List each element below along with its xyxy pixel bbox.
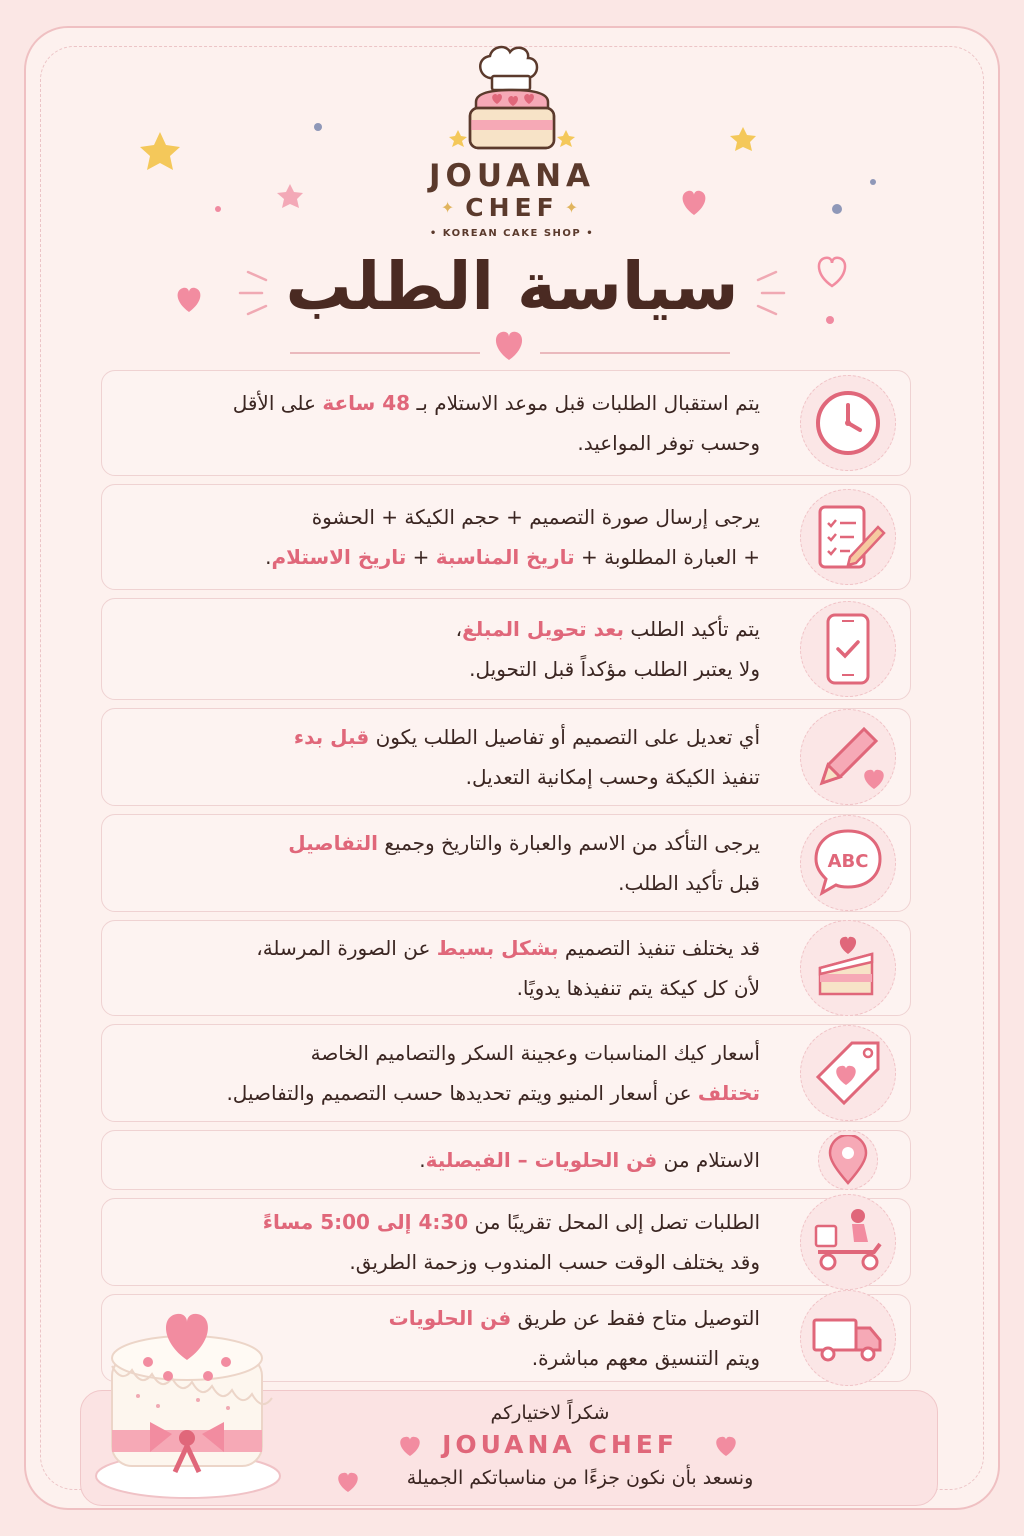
delivery-truck-icon (800, 1290, 896, 1386)
policy-card (101, 814, 911, 912)
policy-segment: قد يختلف تنفيذ التصميم (558, 936, 760, 960)
title-divider-left (290, 352, 480, 354)
policy-line (126, 649, 760, 689)
policy-line (126, 863, 760, 903)
brand-tagline: • KOREAN CAKE SHOP • (429, 228, 595, 239)
cake-illustration-icon (88, 1296, 288, 1506)
checklist-icon (800, 489, 896, 585)
footer-brand: JOUANA CHEF (442, 1430, 678, 1459)
heart-icon (716, 1437, 735, 1456)
policy-text (126, 485, 760, 589)
policy-segment: ولا يعتبر الطلب مؤكداً قبل التحويل. (469, 657, 760, 681)
policy-highlight: بعد تحويل المبلغ (462, 617, 624, 641)
policy-line (126, 1033, 760, 1073)
sparkle-icon: ✦ (564, 198, 584, 217)
policy-line (126, 823, 760, 863)
policy-segment: أسعار كيك المناسبات وعجينة السكر والتصاميم الخاصة (310, 1041, 760, 1065)
heart-icon (338, 1473, 357, 1492)
abc-bubble-icon (800, 815, 896, 911)
pencil-heart-icon (800, 709, 896, 805)
policy-text (126, 599, 760, 699)
heart-icon (400, 1437, 419, 1456)
policy-segment: الطلبات تصل إلى المحل تقريبًا من (468, 1210, 760, 1234)
heart-icon (496, 332, 522, 360)
policy-line (126, 717, 760, 757)
policy-segment: قبل تأكيد الطلب. (618, 871, 760, 895)
policy-text (126, 1025, 760, 1121)
policy-segment: يرجى التأكد من الاسم والعبارة والتاريخ وجميع (378, 831, 760, 855)
policy-segment: التوصيل متاح فقط عن طريق (511, 1306, 760, 1330)
sparkle-icon: ✦ (440, 198, 460, 217)
policy-segment: + العبارة المطلوبة + (574, 545, 760, 569)
policy-segment: ، (455, 617, 463, 641)
delivery-scooter-icon (800, 1194, 896, 1290)
policy-text (126, 371, 760, 475)
policy-text (126, 1131, 760, 1189)
policy-segment: على الأقل (232, 391, 323, 415)
policy-highlight: فن الحلويات – الفيصلية (425, 1148, 658, 1172)
policy-card (101, 920, 911, 1016)
policy-segment: وحسب توفر المواعيد. (577, 431, 760, 455)
brand-name: JOUANA (428, 158, 596, 194)
logo-cake-icon (449, 47, 575, 148)
policy-card (101, 708, 911, 806)
policy-line (126, 1202, 760, 1242)
policy-segment: لأن كل كيكة يتم تنفيذها يدويًا. (516, 976, 760, 1000)
policy-line (126, 383, 760, 423)
policy-line (126, 497, 760, 537)
policy-line (126, 423, 760, 463)
policy-highlight: فن الحلويات (388, 1306, 512, 1330)
policy-text (126, 1199, 760, 1285)
brand-subname (0, 193, 1024, 222)
policy-text (126, 921, 760, 1015)
policy-line (126, 537, 760, 577)
price-tag-icon (800, 1025, 896, 1121)
policy-card (101, 598, 911, 700)
page-title: سياسة الطلب (285, 248, 739, 325)
policy-highlight: التفاصيل (288, 831, 379, 855)
policy-card (101, 484, 911, 590)
policy-line (126, 928, 760, 968)
policy-line (126, 1140, 760, 1180)
footer-message: ونسعد بأن نكون جزءًا من مناسباتكم الجميلة (406, 1467, 754, 1489)
dot-icon (314, 123, 322, 131)
policy-highlight: تاريخ المناسبة (435, 545, 575, 569)
policy-segment: + (406, 545, 436, 569)
policy-highlight: تاريخ الاستلام (271, 545, 407, 569)
policy-highlight: بشكل بسيط (436, 936, 559, 960)
policy-segment: ويتم التنسيق معهم مباشرة. (531, 1346, 760, 1370)
policy-segment: وقد يختلف الوقت حسب المندوب وزحمة الطريق. (349, 1250, 760, 1274)
brand-chef: CHEF (465, 193, 559, 222)
svg-text:ABC: ABC (827, 851, 869, 872)
policy-highlight: 48 ساعة (322, 391, 411, 415)
policy-card (101, 370, 911, 476)
cake-slice-icon (800, 920, 896, 1016)
policy-text (126, 815, 760, 911)
policy-segment: أي تعديل على التصميم أو تفاصيل الطلب يكون (369, 725, 760, 749)
policy-segment: . (265, 545, 272, 569)
clock-icon (800, 375, 896, 471)
policy-segment: الاستلام من (657, 1148, 760, 1172)
policy-segment: تنفيذ الكيكة وحسب إمكانية التعديل. (465, 765, 760, 789)
footer-thanks: شكراً لاختياركم (490, 1402, 610, 1424)
policy-segment: يتم استقبال الطلبات قبل موعد الاستلام بـ (410, 391, 760, 415)
policy-text (126, 709, 760, 805)
policy-card (101, 1198, 911, 1286)
phone-check-icon (800, 601, 896, 697)
policy-highlight: 4:30 إلى 5:00 مساءً (262, 1210, 469, 1234)
location-pin-icon (818, 1130, 878, 1190)
policy-highlight: تختلف (697, 1081, 760, 1105)
policy-line (126, 1073, 760, 1113)
policy-line (126, 609, 760, 649)
policy-segment: . (419, 1148, 426, 1172)
policy-line (126, 757, 760, 797)
policy-line (126, 1242, 760, 1282)
policy-segment: عن أسعار المنيو ويتم تحديدها حسب التصميم والتفاصيل. (226, 1081, 698, 1105)
title-divider-right (540, 352, 730, 354)
policy-card (101, 1130, 911, 1190)
policy-highlight: قبل بدء (293, 725, 370, 749)
policy-segment: يتم تأكيد الطلب (623, 617, 760, 641)
star-icon (730, 127, 756, 151)
policy-segment: يرجى إرسال صورة التصميم + حجم الكيكة + الحشوة (311, 505, 760, 529)
policy-line (126, 968, 760, 1008)
policy-card (101, 1024, 911, 1122)
policy-segment: عن الصورة المرسلة، (256, 936, 437, 960)
